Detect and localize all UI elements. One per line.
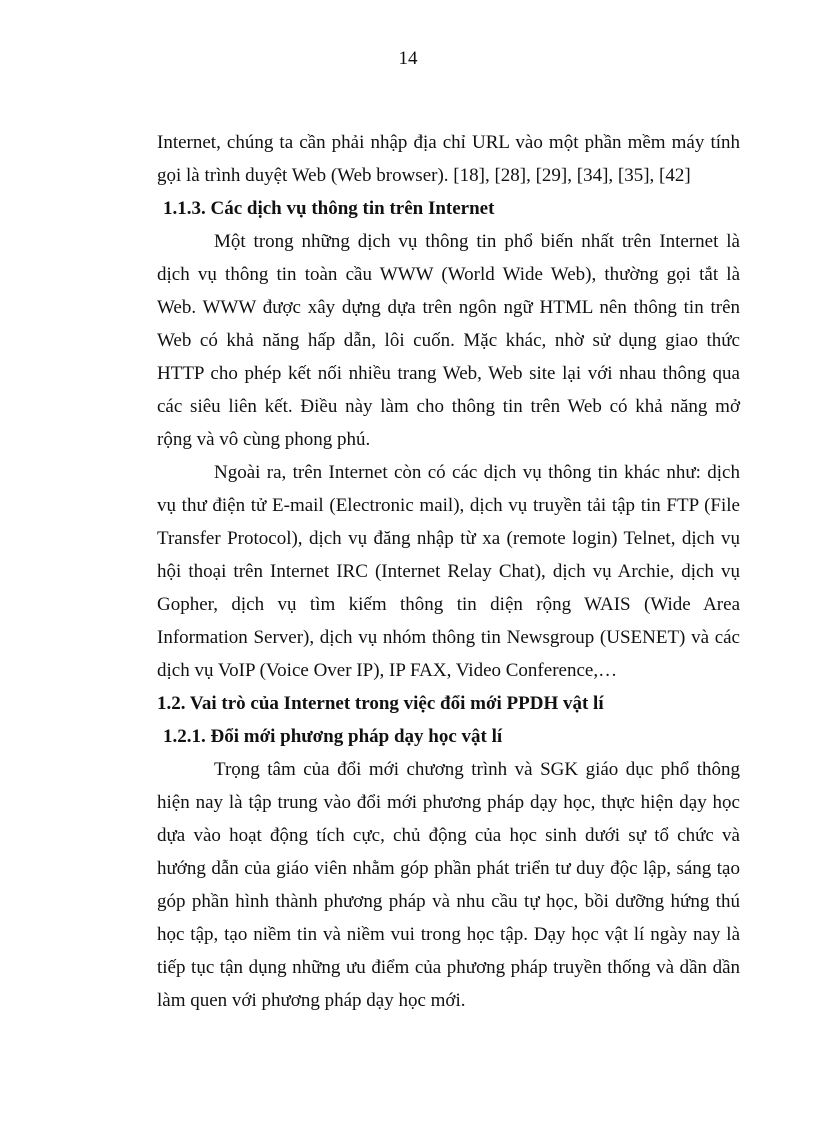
paragraph-first-line: Ngoài ra, trên Internet còn có các dịch vụ thông tin khác như: dịch — [214, 462, 740, 483]
body-line: làm quen với phương pháp dạy học mới. — [157, 990, 466, 1011]
paragraph-first-line: Trọng tâm của đổi mới chương trình và SGK giáo dục phổ thông — [214, 759, 740, 780]
body-line: các siêu liên kết. Điều này làm cho thông tin trên Web có khả năng mở — [157, 396, 740, 417]
body-line: Web có khả năng hấp dẫn, lôi cuốn. Mặc khác, nhờ sử dụng giao thức — [157, 330, 740, 351]
body-line: Gopher, dịch vụ tìm kiếm thông tin diện rộng WAIS (Wide Area — [157, 594, 740, 615]
body-line: Web. WWW được xây dựng dựa trên ngôn ngữ HTML nên thông tin trên — [157, 297, 740, 318]
body-line: Internet, chúng ta cần phải nhập địa chỉ URL vào một phần mềm máy tính — [157, 132, 740, 153]
body-line: hiện nay là tập trung vào đổi mới phương pháp dạy học, thực hiện dạy học — [157, 792, 740, 813]
body-line: dựa vào hoạt động tích cực, chủ động của học sinh dưới sự tổ chức và — [157, 825, 740, 846]
section-heading-1-2: 1.2. Vai trò của Internet trong việc đổi mới PPDH vật lí — [157, 693, 604, 714]
subsection-heading-1-2-1: 1.2.1. Đổi mới phương pháp dạy học vật lí — [163, 726, 503, 747]
body-line: rộng và vô cùng phong phú. — [157, 429, 371, 450]
body-line: góp phần hình thành phương pháp và nhu cầu tự học, bồi dưỡng hứng thú — [157, 891, 740, 912]
page-number: 14 — [398, 48, 418, 69]
body-line: tiếp tục tận dụng những ưu điểm của phương pháp truyền thống và dần dần — [157, 957, 740, 978]
subsection-heading-1-1-3: 1.1.3. Các dịch vụ thông tin trên Internet — [163, 198, 495, 219]
paragraph-first-line: Một trong những dịch vụ thông tin phổ biến nhất trên Internet là — [214, 231, 740, 252]
body-line: học tập, tạo niềm tin và niềm vui trong học tập. Dạy học vật lí ngày nay là — [157, 924, 740, 945]
body-line: hướng dẫn của giáo viên nhằm góp phần phát triển tư duy độc lập, sáng tạo — [157, 858, 740, 879]
body-line: hội thoại trên Internet IRC (Internet Relay Chat), dịch vụ Archie, dịch vụ — [157, 561, 740, 582]
body-line: gọi là trình duyệt Web (Web browser). [18], [28], [29], [34], [35], [42] — [157, 165, 691, 186]
body-line: dịch vụ thông tin toàn cầu WWW (World Wide Web), thường gọi tắt là — [157, 264, 740, 285]
body-line: Information Server), dịch vụ nhóm thông tin Newsgroup (USENET) và các — [157, 627, 740, 648]
body-line: vụ thư điện tử E-mail (Electronic mail), dịch vụ truyền tải tập tin FTP (File — [157, 495, 740, 516]
body-line: Transfer Protocol), dịch vụ đăng nhập từ xa (remote login) Telnet, dịch vụ — [157, 528, 740, 549]
body-line: HTTP cho phép kết nối nhiều trang Web, Web site lại với nhau thông qua — [157, 363, 740, 384]
body-line: dịch vụ VoIP (Voice Over IP), IP FAX, Video Conference,… — [157, 660, 618, 681]
